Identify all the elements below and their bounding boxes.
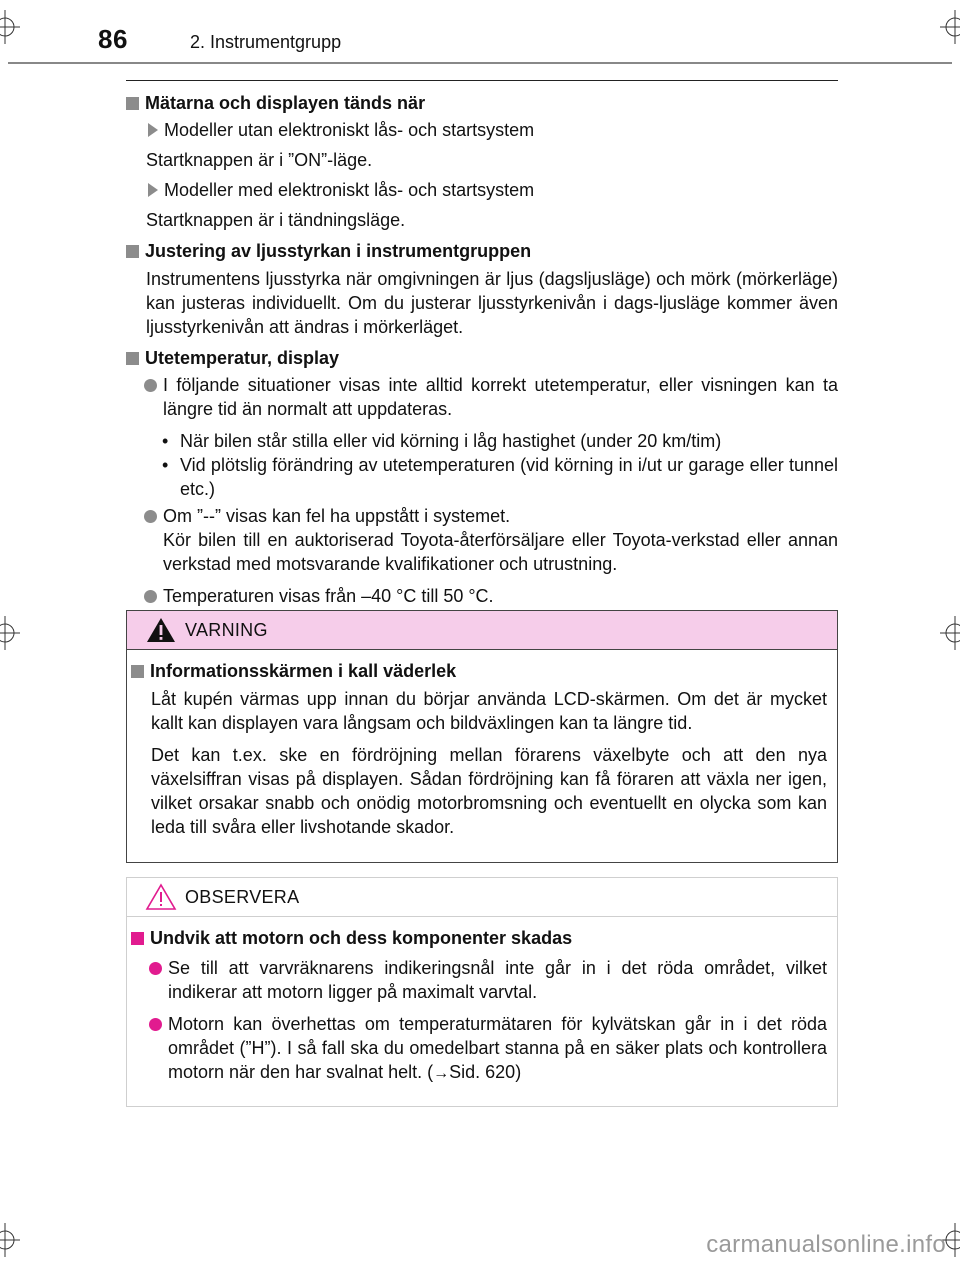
- paragraph: Det kan t.ex. ske en fördröjning mellan förarens växelbyte och att den nya växelsiffran visas på displayen. Sådan fördröjning kan få föraren att växla ner igen, vilket orsakar snabb och onödig motorbromsning och eventuellt en olycka som kan leda till svåra eller livshotande skador.: [151, 745, 827, 837]
- section-heading: [126, 239, 838, 263]
- chapter-title: 2. Instrumentgrupp: [190, 32, 342, 52]
- variant-text: Modeller med elektroniskt lås- och startsystem: [164, 180, 535, 200]
- sub-list: [162, 429, 838, 501]
- warning-label: VARNING: [185, 619, 268, 640]
- warning-header: [127, 611, 837, 650]
- square-bullet-icon: [126, 97, 139, 110]
- main-content: [126, 88, 838, 608]
- paragraph: Startknappen är i ”ON”-läge.: [146, 150, 373, 170]
- sub-list-item-text: När bilen står stilla eller vid körning i låg hastighet (under 20 km/tim): [180, 431, 722, 451]
- model-variant-label: [148, 178, 838, 202]
- list-item-text: [163, 504, 838, 576]
- sub-list-item: [162, 453, 838, 501]
- warning-body: [127, 650, 837, 839]
- list-item-text: [168, 1012, 827, 1086]
- round-bullet-icon: [144, 379, 157, 392]
- list-item: [144, 584, 838, 608]
- notice-triangle-icon: [143, 882, 179, 912]
- paragraph: Instrumentens ljusstyrka när omgivningen är ljus (dagsljusläge) och mörk (mörkerläge) kan justeras individuellt. Om du justerar ljusstyrkenivån i dags-ljusläge kommer även ljusstyrkenivån att ändras i mörkerläget.: [146, 269, 838, 337]
- list-item-line: Motorn kan överhettas om temperaturmätaren för kylvätskan går in i det röda området (”H”). I så fall ska du omedelbart stanna på en säker plats och kontrollera motorn när den har svalnat helt. (: [168, 1014, 827, 1082]
- notice-body: [127, 917, 837, 1086]
- section-heading: [126, 346, 838, 370]
- square-bullet-icon: [126, 245, 139, 258]
- square-bullet-icon: [131, 932, 144, 945]
- sub-list-item: [162, 429, 838, 453]
- list-item-line: Om ”--” visas kan fel ha uppstått i systemet.: [163, 506, 511, 526]
- bullet-mark: •: [162, 431, 169, 451]
- list-item-text: I följande situationer visas inte alltid korrekt utetemperatur, eller visningen kan ta längre tid än normalt att uppdateras.: [163, 375, 838, 419]
- list-item-text: Temperaturen visas från –40 °C till 50 °C.: [163, 586, 494, 606]
- section-heading: [126, 91, 838, 115]
- notice-title-text: Undvik att motorn och dess komponenter skadas: [150, 928, 573, 948]
- header-divider: [8, 62, 952, 64]
- square-bullet-icon: [126, 352, 139, 365]
- watermark: carmanualsonline.info: [706, 1231, 946, 1258]
- warning-triangle-icon: [143, 615, 179, 645]
- list-item: [144, 504, 838, 576]
- notice-header: [127, 878, 837, 917]
- reference-arrow-icon: →: [433, 1065, 450, 1082]
- variant-text: Modeller utan elektroniskt lås- och startsystem: [164, 120, 535, 140]
- list-item: [144, 373, 838, 421]
- list-item-text: Se till att varvräknarens indikeringsnål inte går in i det röda området, vilket indikerar att motorn ligger på maximalt varvtal.: [168, 958, 827, 1002]
- list-item-line: Kör bilen till en auktoriserad Toyota-återförsäljare eller Toyota-verkstad eller annan verkstad med motsvarande kvalifikationer och utrustning.: [163, 530, 838, 574]
- list-item: [149, 1012, 827, 1086]
- section-title: Mätarna och displayen tänds när: [145, 93, 426, 113]
- paragraph: Startknappen är i tändningsläge.: [146, 210, 406, 230]
- warning-title-text: Informationsskärmen i kall väderlek: [150, 661, 457, 681]
- arrow-bullet-icon: [148, 183, 158, 197]
- content-divider: [126, 80, 838, 81]
- model-variant-label: [148, 118, 838, 142]
- warning-title: [131, 659, 827, 683]
- paragraph: Låt kupén värmas upp innan du börjar använda LCD-skärmen. Om det är mycket kallt kan displayen vara långsam och bildväxlingen kan ta längre tid.: [151, 689, 827, 733]
- square-bullet-icon: [131, 665, 144, 678]
- section-title: Utetemperatur, display: [145, 348, 340, 368]
- page-number: 86: [98, 24, 128, 54]
- sub-list-item-text: Vid plötslig förändring av utetemperaturen (vid körning in i/ut ur garage eller tunnel etc.): [180, 455, 838, 499]
- notice-box: [126, 877, 838, 1107]
- round-bullet-icon: [149, 1018, 162, 1031]
- round-bullet-icon: [144, 510, 157, 523]
- round-bullet-icon: [149, 962, 162, 975]
- round-bullet-icon: [144, 590, 157, 603]
- section-title: Justering av ljusstyrkan i instrumentgruppen: [145, 241, 532, 261]
- warning-box: [126, 610, 838, 863]
- list-item: [149, 956, 827, 1004]
- notice-title: [131, 926, 827, 950]
- arrow-bullet-icon: [148, 123, 158, 137]
- page-reference-link[interactable]: Sid. 620): [449, 1062, 522, 1082]
- notice-label: OBSERVERA: [185, 886, 300, 907]
- bullet-mark: •: [162, 455, 169, 475]
